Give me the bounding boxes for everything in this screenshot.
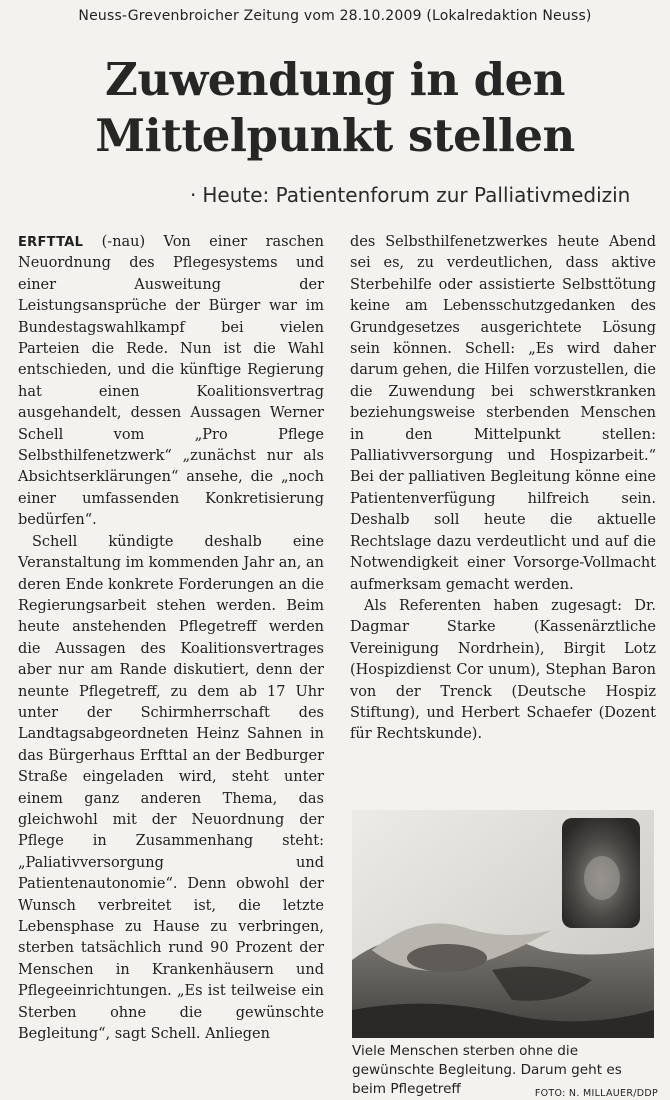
headline: [0, 52, 670, 164]
photo-caption: [352, 1042, 658, 1100]
headline-line-1: Zuwendung in den: [105, 53, 565, 106]
paragraph: Als Referenten haben zugesagt: Dr. Dagmar Starke (Kassenärztliche Vereinigung Nordrhein), Birgit Lotz (Hospizdienst Cor unum), Stephan Baron von der Trenck (Deutsche Hospiz Stiftung), und Herbert Schaefer (Dozent für Rechtskunde).: [350, 597, 656, 743]
paragraph: Schell kündigte deshalb eine Veranstaltung im kommenden Jahr an, an deren Ende konkrete Forderungen an die Regierungsarbeit stehen werden. Beim heute anstehenden Pflegetreff werden die Aussagen des Koalitionsvertrages aber nur am Rande diskutiert, denn der neunte Pflegetreff, zu dem ab 17 Uhr unter der Schirmherrschaft des Landtagsabgeordneten Heinz Sahnen in das Bürgerhaus Erfttal an der Bedburger Straße eingeladen wird, steht unter einem ganz anderen Thema, das gleichwohl mit der Neuordnung der Pflege in Zusammenhang steht: „Paliativversorgung und Patientenautonomie“. Denn obwohl der Wunsch verbreitet ist, die letzte Lebensphase zu Hause zu verbringen, sterben tatsächlich rund 90 Prozent der Menschen in Krankenhäusern und Pflegeeinrichtungen. „Es ist teilweise ein Sterben ohne die gewünschte Begleitung“, sagt Schell. Anliegen: [18, 533, 324, 1043]
subheadline: [190, 183, 660, 207]
photo-credit: FOTO: N. MILLAUER/DDP: [534, 1088, 658, 1099]
bullet-dot-icon: ·: [190, 183, 197, 207]
headline-line-2: Mittelpunkt stellen: [95, 109, 575, 162]
photo-hospital-bed-icon: [352, 810, 654, 1038]
paragraph: des Selbsthilfenetzwerkes heute Abend sei es, zu verdeutlichen, dass aktive Sterbehilfe oder assistierte Selbsttötung keine am Lebensschutzgedanken des Grundgesetzes ausgerichtete Lösung sein können. Schell: „Es wird daher darum gehen, die Hilfen vorzustellen, die die Zuwendung bei schwerstkranken beziehungsweise sterbenden Menschen in den Mittelpunkt stellen: Palliativversorgung und Hospizarbeit.“ Bei der palliativen Begleitung könne eine Patientenverfügung hilfreich sein. Deshalb soll heute die aktuelle Rechtslage dazu verdeutlicht und auf die Notwendigkeit einer Vorsorge-Vollmacht aufmerksam gemacht werden.: [350, 234, 656, 593]
source-line: Neuss-Grevenbroicher Zeitung vom 28.10.2009 (Lokalredaktion Neuss): [78, 8, 592, 24]
subheadline-text: Heute: Patientenforum zur Palliativmedizin: [202, 183, 631, 207]
caption-text: Viele Menschen sterben ohne die gewünschte Begleitung. Darum geht es beim Pflegetreff: [352, 1043, 622, 1097]
article-photo: [352, 810, 654, 1038]
article-column-left: [18, 232, 324, 1045]
article-column-right: [350, 232, 656, 746]
dateline: ERFTTAL: [18, 235, 84, 250]
paragraph: [18, 232, 324, 532]
paragraph-text: (-nau) Von einer raschen Neuordnung des Pflegesystems und einer Ausweitung der Leistungsansprüche der Bürger war im Bundestagswahlkampf bei vielen Parteien die Rede. Nun ist die Wahl entschieden, und die künftige Regierung hat einen Koalitionsvertrag ausgehandelt, dessen Aussagen Werner Schell vom „Pro Pflege Selbsthilfenetzwerk“ „zunächst nur als Absichtserklärungen“ ansehe, die „noch einer umfassenden Konkretisierung bedürfen“.: [18, 234, 324, 529]
